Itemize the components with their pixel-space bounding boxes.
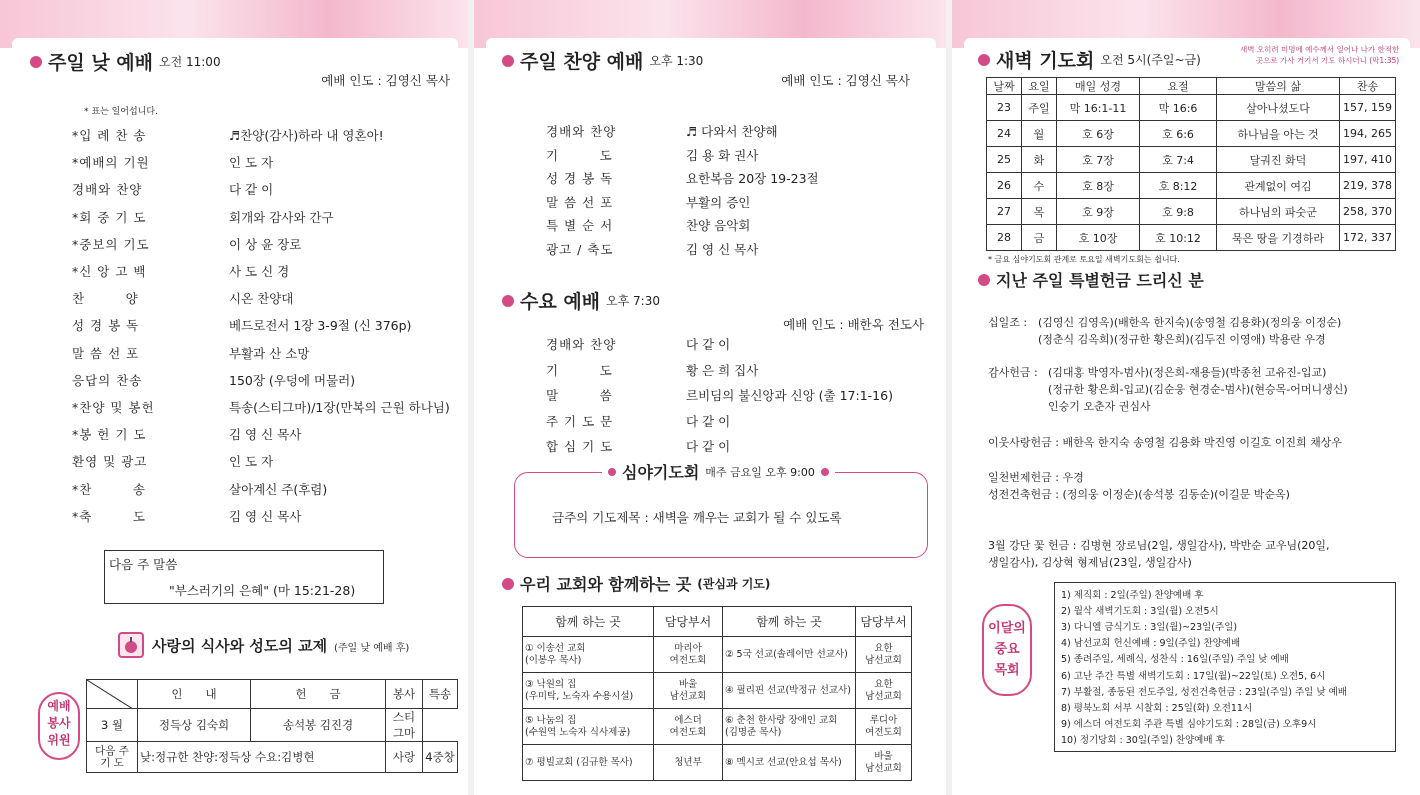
list-item: 4) 남선교회 헌신예배 : 9일(주일) 찬양예배 <box>1061 638 1241 650</box>
service-item-label: *축 도 <box>72 508 146 524</box>
service-item-value: 김 영 신 목사 <box>229 427 302 443</box>
table-row <box>987 199 1396 225</box>
service-item-value: 인 도 자 <box>229 454 274 470</box>
service-item-value: 150장 (우덩에 머물러) <box>229 372 356 388</box>
header-cell: 담당부서 <box>654 607 723 637</box>
tithe-label: 십일조 : <box>988 316 1028 329</box>
service-item-label: *회 중 기 도 <box>72 209 147 225</box>
table-cell: 요한 남선교회 <box>856 673 912 709</box>
service-item-value: 다 같 이 <box>229 182 274 198</box>
table-cell: 스티그마 <box>386 709 423 742</box>
table-cell: 호 7:4 <box>1140 147 1217 173</box>
service-item-value: 르비딤의 불신앙과 신앙 (출 17:1-16) <box>686 388 893 403</box>
table-cell: 호 7장 <box>1057 147 1140 173</box>
table-cell: ③ 낙원의 집 (우미탁, 노숙자 수용시설) <box>523 673 654 709</box>
table-cell: 바울 남선교회 <box>654 673 723 709</box>
service-item-label: 기 도 <box>546 147 613 163</box>
service-item-label: *예배의 기원 <box>72 155 150 171</box>
service-item-label: 경배와 찬양 <box>72 182 143 198</box>
table-cell: 호 6장 <box>1057 121 1140 147</box>
title-text: 지난 주일 특별헌금 드리신 분 <box>996 271 1204 290</box>
service-item-label: 광고 / 축도 <box>546 241 614 257</box>
service-item-value: 인 도 자 <box>229 155 274 171</box>
table-cell: 수 <box>1022 173 1057 199</box>
bullet-icon <box>978 54 990 66</box>
title-sub: (관심과 기도) <box>697 577 771 591</box>
service-item-label: 성 경 봉 독 <box>546 171 614 186</box>
service-item-label: 경배와 찬양 <box>546 337 617 352</box>
bullet-icon <box>30 56 42 68</box>
service-item-value: ♬ 다와서 찬양해 <box>686 124 778 139</box>
table-row <box>523 637 912 673</box>
table-cell: 호 10:12 <box>1140 225 1217 251</box>
table-cell: 에스더 여전도회 <box>654 709 723 745</box>
service-item-value: 부활의 증인 <box>686 194 751 210</box>
service-item-label: 성 경 봉 독 <box>72 318 140 334</box>
table-cell: 28 <box>987 225 1022 251</box>
service-item-value: 요한복음 20장 19-23절 <box>686 171 819 186</box>
header-cell: 요절 <box>1140 78 1217 95</box>
table-cell: 월 <box>1022 121 1057 147</box>
list-item: 2) 월삭 새벽기도회 : 3일(월) 오전5시 <box>1061 606 1219 618</box>
header-cell: 담당부서 <box>856 607 912 637</box>
service-table <box>86 679 458 773</box>
service-item-label: 말 씀 선 포 <box>72 345 140 361</box>
service-item-value: 김 영 신 목사 <box>229 508 302 524</box>
wednesday-title <box>502 287 660 314</box>
prayer-topic: 금주의 기도제목 : 새벽을 깨우는 교회가 될 수 있도록 <box>552 510 842 525</box>
table-cell: 194, 265 <box>1340 121 1396 147</box>
service-item-label: *찬 송 <box>72 481 146 497</box>
table-cell: 묵은 땅을 기경하라 <box>1217 225 1340 251</box>
table-cell: 157, 159 <box>1340 95 1396 121</box>
diagonal-header-cell <box>87 680 138 709</box>
table-cell: 송석봉 김진경 <box>251 709 386 742</box>
header-cell: 인 내 <box>138 680 251 709</box>
service-item-label: 합 심 기 도 <box>546 439 614 454</box>
service-item-value: 부활과 산 소망 <box>229 345 310 361</box>
table-cell: ⑥ 춘천 한사랑 장애인 교회 (김명준 목사) <box>723 709 856 745</box>
table-row <box>987 147 1396 173</box>
service-time: 오전 5시(주일~금) <box>1100 53 1201 67</box>
list-item: 9) 에스더 여전도회 주관 특별 심야기도회 : 28일(금) 오후9시 <box>1061 718 1317 730</box>
table-cell: 다음 주 기 도 <box>87 742 138 773</box>
list-item: 5) 종려주일, 세례식, 성찬식 : 16일(주일) 주일 낮 예배 <box>1061 654 1289 666</box>
service-item-value: 다 같 이 <box>686 439 731 454</box>
table-cell: 219, 378 <box>1340 173 1396 199</box>
table-cell: 청년부 <box>654 745 723 781</box>
header-cell: 헌 금 <box>251 680 386 709</box>
service-committee-badge: 예배 봉사 위원 <box>38 692 80 760</box>
apple-icon <box>118 632 144 658</box>
service-item-label: 찬 양 <box>72 291 139 307</box>
list-item: 6) 고난 주간 특별 새벽기도회 : 17일(월)~22일(토) 오전5, 6시 <box>1061 670 1326 682</box>
table-row <box>987 121 1396 147</box>
header-cell: 특송 <box>423 680 458 709</box>
service-time: 오후 7:30 <box>606 294 660 308</box>
sunday-morning-title <box>30 48 221 75</box>
bullet-icon <box>502 295 514 307</box>
service-item-label: *찬양 및 봉헌 <box>72 400 155 415</box>
service-item-value: 이 상 윤 장로 <box>229 236 302 252</box>
thanks-label: 감사헌금 : <box>988 366 1038 379</box>
service-item-value: 살아계신 주(후렴) <box>229 481 328 497</box>
table-cell: 172, 337 <box>1340 225 1396 251</box>
table-cell: 258, 370 <box>1340 199 1396 225</box>
table-cell: 요한 남선교회 <box>856 637 912 673</box>
list-item: 7) 부활절, 종동된 전도주일, 성전건축헌금 : 23일(주일) 주일 낮 예배 <box>1061 686 1347 698</box>
tithe-list: (김영신 김영옥)(배한옥 한지숙)(송영철 김용화)(정의웅 이정순) (정춘식 김옥희)(정규한 황은희)(김두진 이영애) 박용란 우경 <box>1038 316 1342 346</box>
table-row <box>523 745 912 781</box>
table-cell: 하나님을 아는 것 <box>1217 121 1340 147</box>
partners-table <box>522 606 912 781</box>
table-cell: 3 월 <box>87 709 138 742</box>
table-cell: 호 9장 <box>1057 199 1140 225</box>
table-cell: 호 8장 <box>1057 173 1140 199</box>
list-item: 1) 제직회 : 2일(주일) 찬양예배 후 <box>1061 590 1204 601</box>
table-cell: 하나님의 파숫군 <box>1217 199 1340 225</box>
table-cell: 낮:정규한 찬양:정득상 수요:김병현 <box>138 742 386 773</box>
service-item-label: 주 기 도 문 <box>546 413 614 429</box>
title-text: 우리 교회와 함께하는 곳 <box>520 575 692 594</box>
table-cell: 23 <box>987 95 1022 121</box>
service-item-label: *신 앙 고 백 <box>72 264 147 279</box>
table-cell: 루디아 여전도회 <box>856 709 912 745</box>
service-item-value: 다 같 이 <box>686 337 731 352</box>
service-item-value: 김 용 화 권사 <box>686 147 759 163</box>
service-item-label: 기 도 <box>546 362 613 378</box>
service-item-label: 응답의 찬송 <box>72 372 143 388</box>
monthly-badge: 이달의 중요 목회 <box>982 604 1032 696</box>
service-item-value: ♬찬양(감사)하라 내 영혼아! <box>229 128 384 143</box>
header-cell: 요일 <box>1022 78 1057 95</box>
night-prayer-time: 매주 금요일 오후 9:00 <box>705 465 815 479</box>
table-cell: 호 8:12 <box>1140 173 1217 199</box>
table-row <box>987 95 1396 121</box>
service-item-value: 베드로전서 1장 3-9절 (신 376p) <box>229 318 412 334</box>
table-row <box>987 225 1396 251</box>
bullet-icon <box>978 274 990 286</box>
sunday-praise-title <box>502 47 703 74</box>
service-item-label: *중보의 기도 <box>72 236 150 252</box>
service-item-value: 사 도 신 경 <box>229 264 290 279</box>
partners-title <box>502 572 770 595</box>
dawn-title <box>978 46 1201 73</box>
service-item-value: 김 영 신 목사 <box>686 241 759 257</box>
dawn-note: * 금요 심야기도회 관계로 토요일 새벽기도회는 쉽니다. <box>988 255 1180 264</box>
night-prayer-header <box>602 460 835 483</box>
service-item-value: 시온 찬양대 <box>229 291 294 307</box>
table-cell: 24 <box>987 121 1022 147</box>
table-cell: 막 16:1-11 <box>1057 95 1140 121</box>
meal-subtitle: (주일 낮 예배 후) <box>334 643 410 654</box>
table-cell: ⑤ 나눔의 집 (수원역 노숙자 식사제공) <box>523 709 654 745</box>
panel-afternoon-wednesday <box>474 0 946 795</box>
service-item-label: 말 씀 선 포 <box>546 194 614 210</box>
table-cell: 사랑 <box>386 742 423 773</box>
table-row <box>987 173 1396 199</box>
night-prayer-title: 심야기도회 <box>622 463 700 482</box>
table-cell: 26 <box>987 173 1022 199</box>
table-cell: 호 9:8 <box>1140 199 1217 225</box>
bullet-icon <box>502 55 514 67</box>
standing-note: * 표는 일어섭니다. <box>84 107 158 117</box>
table-cell: 정득상 김숙희 <box>138 709 251 742</box>
panel-sunday-morning <box>0 0 468 795</box>
table-cell: 금 <box>1022 225 1057 251</box>
table-cell: 달궈진 화덕 <box>1217 147 1340 173</box>
service-leader: 예배 인도 : 김영신 목사 <box>321 73 450 88</box>
table-cell: 살아나셨도다 <box>1217 95 1340 121</box>
next-word-value: "부스러기의 은혜" (마 15:21-28) <box>169 583 356 598</box>
list-item: 8) 평북노회 서부 시찰회 : 25일(화) 오전11시 <box>1061 702 1253 714</box>
table-row <box>523 673 912 709</box>
header-cell: 날짜 <box>987 78 1022 95</box>
bullet-icon <box>608 468 616 476</box>
ilcheon-offering: 일천번제헌금 : 우경 <box>988 471 1084 484</box>
service-item-label: 경배와 찬양 <box>546 124 617 139</box>
service-item-label: 말 씀 <box>546 388 613 403</box>
flower-offering: 3월 강단 꽃 헌금 : 김병현 장로님(2일, 생일감사), 박반순 교우님(20일, 생일감사), 김상혁 형제님(23일, 생일감사) <box>988 539 1330 569</box>
table-cell: 197, 410 <box>1340 147 1396 173</box>
list-item: 10) 정기당회 : 30일(주일) 찬양예배 후 <box>1061 734 1225 746</box>
service-time: 오후 1:30 <box>649 54 704 68</box>
table-cell: 바울 남선교회 <box>856 745 912 781</box>
table-cell: ⑧ 멕시코 선교(안요섭 목사) <box>723 745 856 781</box>
service-item-label: *봉 헌 기 도 <box>72 427 147 443</box>
next-word-box <box>104 550 384 604</box>
table-cell: 관계없이 여김 <box>1217 173 1340 199</box>
neighbor-offering: 이웃사랑헌금 : 배한옥 한지숙 송영철 김용화 박진영 이길호 이진희 채상우 <box>988 436 1342 449</box>
bullet-icon <box>821 468 829 476</box>
header-cell: 찬송 <box>1340 78 1396 95</box>
title-text: 새벽 기도회 <box>996 50 1095 72</box>
table-cell: ① 이송선 교회 (이봉우 목사) <box>523 637 654 673</box>
monthly-box <box>1054 582 1396 752</box>
service-item-label: 특 별 순 서 <box>546 218 614 233</box>
service-item-label: *입 례 찬 송 <box>72 128 147 143</box>
table-cell: 주일 <box>1022 95 1057 121</box>
title-text: 주일 낮 예배 <box>48 52 153 74</box>
table-cell: 25 <box>987 147 1022 173</box>
header-cell: 봉사 <box>386 680 423 709</box>
table-cell: 4중창 <box>423 742 458 773</box>
dawn-table <box>986 77 1396 251</box>
table-cell: ② 5국 선교(솔레이만 선교사) <box>723 637 856 673</box>
table-cell: 호 10장 <box>1057 225 1140 251</box>
service-item-value: 찬양 음악회 <box>686 218 751 233</box>
header-cell: 말씀의 삶 <box>1217 78 1340 95</box>
table-cell: 목 <box>1022 199 1057 225</box>
header-cell: 매일 성경 <box>1057 78 1140 95</box>
table-cell: 마리아 여전도회 <box>654 637 723 673</box>
offerings-title <box>978 268 1204 291</box>
service-item-value: 회개와 감사와 간구 <box>229 209 334 225</box>
service-item-value: 다 같 이 <box>686 413 731 429</box>
service-leader: 예배 인도 : 배한옥 전도사 <box>783 317 924 332</box>
list-item: 3) 다니엘 금식기도 : 3일(월)~23일(주일) <box>1061 622 1238 634</box>
service-item-value: 특송(스티그마)/1장(만복의 근원 하나님) <box>229 400 450 415</box>
table-cell: ④ 필리핀 선교(박정규 선교사) <box>723 673 856 709</box>
panel-dawn-offerings <box>952 0 1420 795</box>
dawn-verse: 새벽 오히려 미명에 예수께서 일어나 나가 한적한 곳으로 가사 거기서 기도 하시더니 (막1:35) <box>1240 45 1400 65</box>
title-text: 주일 찬양 예배 <box>520 51 644 73</box>
building-offering: 성전건축헌금 : (정의웅 이정순)(송석봉 김동순)(이길문 박순옥) <box>988 488 1290 501</box>
table-cell: 호 6:6 <box>1140 121 1217 147</box>
table-cell: ⑦ 평빌교회 (김규한 목사) <box>523 745 654 781</box>
thanks-list: (김대홍 박영자-범사)(정은희-재용들)(박종천 고유진-입교) (정규한 황은희-입교)(김순웅 현경순-범사)(현승목-어머니생신) 인숭기 오춘자 권심사 <box>1048 366 1348 413</box>
next-word-title: 다음 주 말씀 <box>109 557 178 572</box>
header-cell: 함께 하는 곳 <box>523 607 654 637</box>
meal-title: 사랑의 식사와 성도의 교제 <box>152 637 328 655</box>
table-cell: 막 16:6 <box>1140 95 1217 121</box>
bullet-icon <box>502 578 514 590</box>
service-time: 오전 11:00 <box>159 55 221 69</box>
title-text: 수요 예배 <box>520 291 601 313</box>
table-row <box>523 709 912 745</box>
header-cell: 함께 하는 곳 <box>723 607 856 637</box>
service-item-value: 황 은 희 집사 <box>686 362 759 378</box>
table-cell: 27 <box>987 199 1022 225</box>
service-leader: 예배 인도 : 김영신 목사 <box>781 73 910 88</box>
service-item-label: 환영 및 광고 <box>72 454 148 470</box>
table-cell: 화 <box>1022 147 1057 173</box>
